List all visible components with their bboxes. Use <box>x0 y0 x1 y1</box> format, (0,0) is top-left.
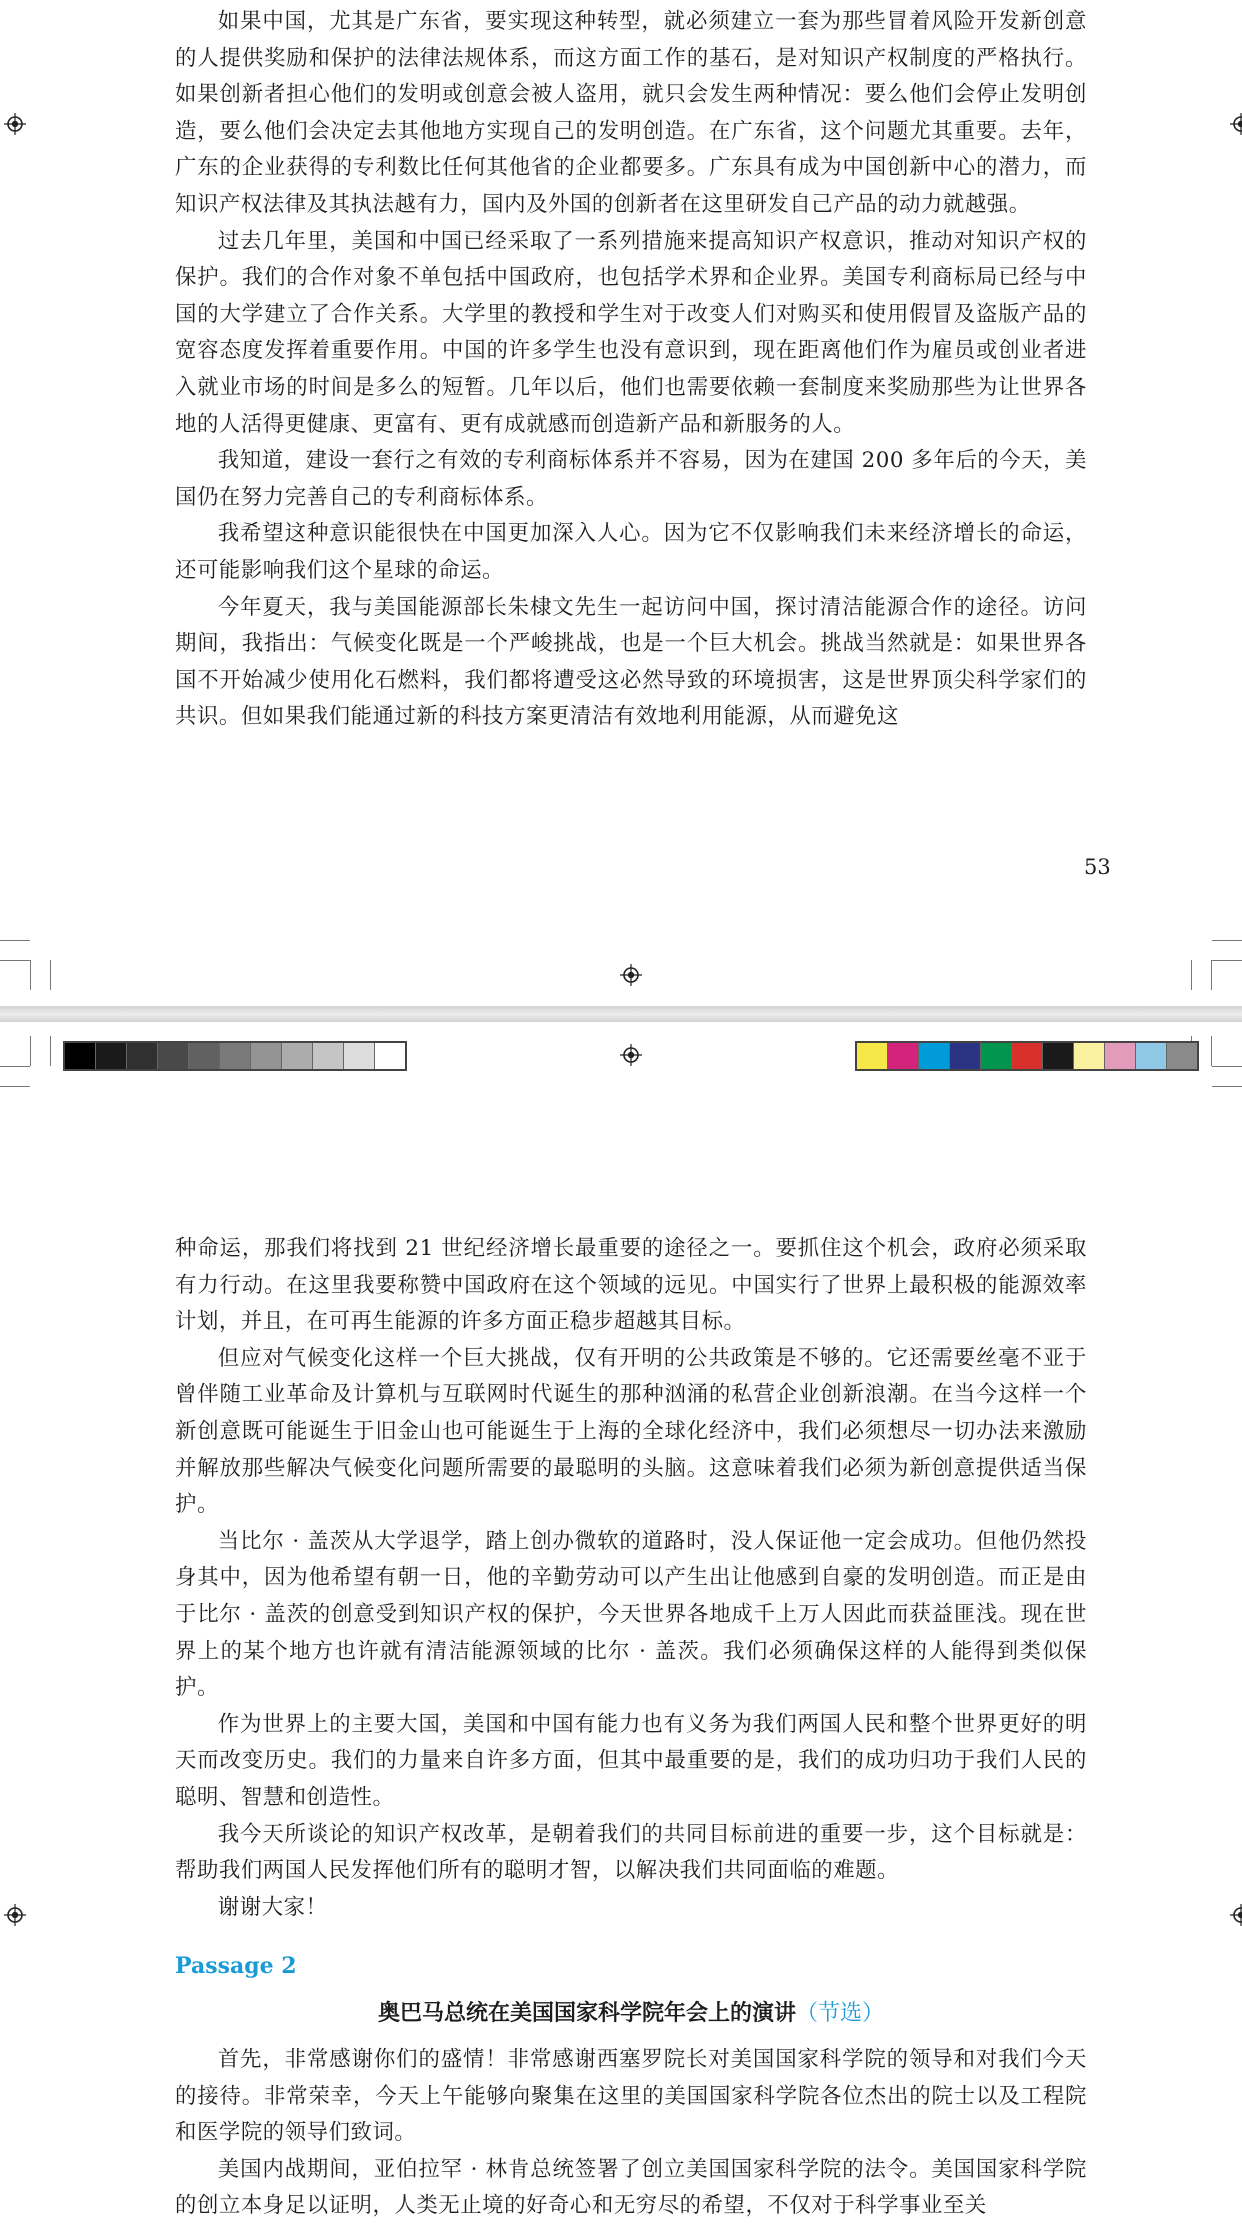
registration-mark-icon <box>620 964 642 986</box>
process-color-bar <box>855 1041 1199 1071</box>
page-separator <box>0 1006 1242 1022</box>
paragraph: 种命运，那我们将找到 21 世纪经济增长最重要的途径之一。要抓住这个机会，政府必须采取有力行动。在这里我要称赞中国政府在这个领域的远见。中国实行了世界上最积极的能源效率计划，并且，在可再生能源的许多方面正稳步超越其目标。 <box>175 1236 1087 1335</box>
crop-mark <box>1211 1036 1212 1066</box>
crop-mark <box>1211 960 1212 990</box>
speech-title-main: 奥巴马总统在美国国家科学院年会上的演讲 <box>377 2000 796 2026</box>
paragraph: 美国内战期间，亚伯拉罕 · 林肯总统签署了创立美国国家科学院的法令。美国国家科学院的创立本身足以证明，人类无止境的好奇心和无穷尽的希望，不仅对于科学事业至关 <box>175 2156 1087 2219</box>
crop-mark <box>50 960 51 990</box>
paragraph: 谢谢大家！ <box>217 1894 328 1920</box>
passage-label: Passage 2 <box>175 1953 297 1979</box>
paragraph: 我希望这种意识能很快在中国更加深入人心。因为它不仅影响我们未来经济增长的命运，还可能影响我们这个星球的命运。 <box>175 521 1087 583</box>
crop-mark <box>0 940 30 941</box>
crop-mark <box>1212 1086 1242 1087</box>
registration-mark-icon <box>4 113 26 135</box>
speech-title-note: （节选） <box>796 2001 885 2026</box>
color-swatch <box>220 1043 251 1069</box>
speech-title <box>175 1996 1087 2027</box>
page-top <box>0 0 1242 1008</box>
color-swatch <box>1043 1043 1074 1069</box>
paragraph: 我知道，建设一套行之有效的专利商标体系并不容易，因为在建国 200 多年后的今天，美国仍在努力完善自己的专利商标体系。 <box>175 448 1087 510</box>
crop-mark <box>30 1036 31 1066</box>
page-bottom-body <box>175 1231 1087 1926</box>
color-swatch <box>282 1043 313 1069</box>
registration-mark-icon <box>1230 113 1242 135</box>
color-swatch <box>65 1043 96 1069</box>
color-swatch <box>375 1043 405 1069</box>
page-top-body <box>175 4 1087 736</box>
color-swatch <box>1012 1043 1043 1069</box>
crop-mark <box>1191 960 1192 990</box>
paragraph: 我今天所谈论的知识产权改革，是朝着我们的共同目标前进的重要一步，这个目标就是：帮助我们两国人民发挥他们所有的聪明才智，以解决我们共同面临的难题。 <box>175 1821 1087 1884</box>
color-swatch <box>1167 1043 1197 1069</box>
color-swatch <box>981 1043 1012 1069</box>
color-swatch <box>127 1043 158 1069</box>
color-swatch <box>1074 1043 1105 1069</box>
crop-mark <box>1212 1066 1242 1067</box>
color-swatch <box>344 1043 375 1069</box>
crop-mark <box>0 960 30 961</box>
color-swatch <box>950 1043 981 1069</box>
paragraph: 今年夏天，我与美国能源部长朱棣文先生一起访问中国，探讨清洁能源合作的途径。访问期间，我指出：气候变化既是一个严峻挑战，也是一个巨大机会。挑战当然就是：如果世界各国不开始减少使用化石燃料，我们都将遭受这必然导致的环境损害，这是世界顶尖科学家们的共识。但如果我们能通过新的科技方案更清洁有效地利用能源，从而避免这 <box>175 594 1087 730</box>
grayscale-color-bar <box>63 1041 407 1071</box>
crop-mark <box>30 960 31 990</box>
color-swatch <box>189 1043 220 1069</box>
registration-mark-icon <box>620 1044 642 1066</box>
color-swatch <box>96 1043 127 1069</box>
color-swatch <box>313 1043 344 1069</box>
crop-mark <box>0 1066 30 1067</box>
crop-mark <box>1212 960 1242 961</box>
paragraph: 如果中国，尤其是广东省，要实现这种转型，就必须建立一套为那些冒着风险开发新创意的人提供奖励和保护的法律法规体系，而这方面工作的基石，是对知识产权制度的严格执行。如果创新者担心他们的发明或创意会被人盗用，就只会发生两种情况：要么他们会停止发明创造，要么他们会决定去其他地方实现自己的发明创造。在广东省，这个问题尤其重要。去年，广东的企业获得的专利数比任何其他省的企业都要多。广东具有成为中国创新中心的潜力，而知识产权法律及其执法越有力，国内及外国的创新者在这里研发自己产品的动力就越强。 <box>175 9 1087 217</box>
paragraph: 作为世界上的主要大国，美国和中国有能力也有义务为我们两国人民和整个世界更好的明天而改变历史。我们的力量来自许多方面，但其中最重要的是，我们的成功归功于我们人民的聪明、智慧和创造性。 <box>175 1711 1087 1810</box>
color-swatch <box>251 1043 282 1069</box>
paragraph: 首先，非常感谢你们的盛情！非常感谢西塞罗院长对美国国家科学院的领导和对我们今天的接待。非常荣幸，今天上午能够向聚集在这里的美国国家科学院各位杰出的院士以及工程院和医学院的领导们致词。 <box>175 2047 1087 2146</box>
color-swatch <box>857 1043 888 1069</box>
paragraph: 但应对气候变化这样一个巨大挑战，仅有开明的公共政策是不够的。它还需要丝毫不亚于曾伴随工业革命及计算机与互联网时代诞生的那种汹涌的私营企业创新浪潮。在当今这样一个新创意既可能诞生于旧金山也可能诞生于上海的全球化经济中，我们必须想尽一切办法来激励并解放那些解决气候变化问题所需要的最聪明的头脑。这意味着我们必须为新创意提供适当保护。 <box>175 1345 1087 1518</box>
color-swatch <box>158 1043 189 1069</box>
crop-mark <box>0 1086 30 1087</box>
color-swatch <box>1136 1043 1167 1069</box>
registration-mark-icon <box>1230 1904 1242 1926</box>
color-swatch <box>919 1043 950 1069</box>
registration-mark-icon <box>4 1904 26 1926</box>
paragraph: 当比尔 · 盖茨从大学退学，踏上创办微软的道路时，没人保证他一定会成功。但他仍然投身其中，因为他希望有朝一日，他的辛勤劳动可以产生出让他感到自豪的发明创造。而正是由于比尔 · 盖茨的创意受到知识产权的保护，今天世界各地成千上万人因此而获益匪浅。现在世界上的某个地方也许就有清洁能源领域的比尔 · 盖茨。我们必须确保这样的人能得到类似保护。 <box>175 1528 1087 1701</box>
paragraph: 过去几年里，美国和中国已经采取了一系列措施来提高知识产权意识，推动对知识产权的保护。我们的合作对象不单包括中国政府，也包括学术界和企业界。美国专利商标局已经与中国的大学建立了合作关系。大学里的教授和学生对于改变人们对购买和使用假冒及盗版产品的宽容态度发挥着重要作用。中国的许多学生也没有意识到，现在距离他们作为雇员或创业者进入就业市场的时间是多么的短暂。几年以后，他们也需要依赖一套制度来奖励那些为让世界各地的人活得更健康、更富有、更有成就感而创造新产品和新服务的人。 <box>175 228 1087 437</box>
crop-mark <box>1212 940 1242 941</box>
color-swatch <box>888 1043 919 1069</box>
page-number: 53 <box>1084 855 1111 879</box>
passage-2-body <box>175 2042 1087 2225</box>
crop-mark <box>50 1036 51 1066</box>
page-bottom <box>0 1022 1242 2208</box>
color-swatch <box>1105 1043 1136 1069</box>
